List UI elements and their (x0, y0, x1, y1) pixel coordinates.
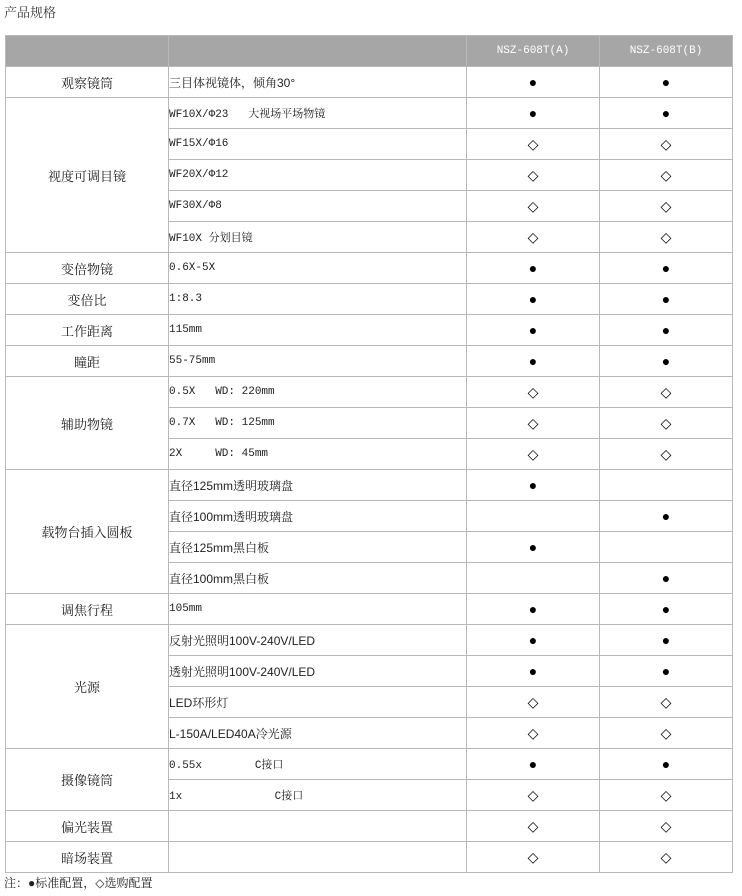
spec-cell: WF30X/Φ8 (169, 191, 467, 222)
spec-table (5, 35, 733, 873)
standard-config-icon: ● (467, 253, 600, 284)
standard-config-icon: ● (467, 284, 600, 315)
optional-config-icon: ◇ (467, 439, 600, 470)
standard-config-icon: ● (467, 656, 600, 687)
spec-cell: 0.7X WD: 125mm (169, 408, 467, 439)
table-row (6, 98, 733, 129)
category-cell: 调焦行程 (6, 594, 169, 625)
standard-config-icon: ● (600, 563, 733, 594)
standard-config-icon: ● (467, 532, 600, 563)
optional-config-icon: ◇ (600, 191, 733, 222)
optional-config-icon: ◇ (467, 129, 600, 160)
optional-config-icon: ◇ (600, 129, 733, 160)
standard-config-icon: ● (600, 346, 733, 377)
standard-config-icon: ● (467, 346, 600, 377)
category-cell: 工作距离 (6, 315, 169, 346)
spec-cell: WF20X/Φ12 (169, 160, 467, 191)
optional-config-icon: ◇ (600, 439, 733, 470)
optional-config-icon: ◇ (600, 222, 733, 253)
table-row (6, 811, 733, 842)
standard-config-icon: ● (467, 470, 600, 501)
table-row (6, 842, 733, 873)
header-model-a: NSZ-608T(A) (467, 36, 600, 67)
table-row (6, 377, 733, 408)
optional-config-icon: ◇ (600, 780, 733, 811)
standard-config-icon: ● (467, 315, 600, 346)
standard-config-icon: ● (600, 656, 733, 687)
category-cell: 辅助物镜 (6, 377, 169, 470)
category-cell: 变倍物镜 (6, 253, 169, 284)
category-cell: 观察镜筒 (6, 67, 169, 98)
standard-config-icon: ● (600, 625, 733, 656)
footer-legend: 注：●标准配置，◇选购配置 (4, 876, 153, 890)
standard-config-icon: ● (467, 625, 600, 656)
empty-config-cell (600, 532, 733, 563)
spec-cell: 1:8.3 (169, 284, 467, 315)
table-header-row (6, 36, 733, 67)
table-row (6, 594, 733, 625)
spec-cell: 105mm (169, 594, 467, 625)
standard-config-icon: ● (467, 749, 600, 780)
optional-config-icon: ◇ (600, 842, 733, 873)
spec-cell: 直径125mm透明玻璃盘 (169, 470, 467, 501)
empty-config-cell (600, 470, 733, 501)
table-row (6, 749, 733, 780)
spec-cell: WF15X/Φ16 (169, 129, 467, 160)
spec-cell: 2X WD: 45mm (169, 439, 467, 470)
optional-config-icon: ◇ (600, 408, 733, 439)
optional-config-icon: ◇ (600, 160, 733, 191)
empty-config-cell (467, 563, 600, 594)
table-row (6, 253, 733, 284)
optional-config-icon: ◇ (600, 377, 733, 408)
category-cell: 光源 (6, 625, 169, 749)
optional-config-icon: ◇ (467, 160, 600, 191)
optional-config-icon: ◇ (467, 718, 600, 749)
spec-cell: 直径100mm黑白板 (169, 563, 467, 594)
standard-config-icon: ● (600, 594, 733, 625)
optional-config-icon: ◇ (467, 780, 600, 811)
table-row (6, 346, 733, 377)
table-row (6, 470, 733, 501)
standard-config-icon: ● (600, 315, 733, 346)
category-cell: 视度可调目镜 (6, 98, 169, 253)
spec-cell: LED环形灯 (169, 687, 467, 718)
header-model-b: NSZ-608T(B) (600, 36, 733, 67)
optional-config-icon: ◇ (467, 222, 600, 253)
standard-config-icon: ● (600, 284, 733, 315)
spec-cell: WF10X/Φ23 大视场平场物镜 (169, 98, 467, 129)
header-category (6, 36, 169, 67)
page-title: 产品规格 (4, 5, 57, 20)
spec-cell: 0.5X WD: 220mm (169, 377, 467, 408)
spec-cell: 0.55x C接口 (169, 749, 467, 780)
spec-cell: 三目体视镜体，倾角30° (169, 67, 467, 98)
spec-cell: 直径125mm黑白板 (169, 532, 467, 563)
spec-cell: 0.6X-5X (169, 253, 467, 284)
optional-config-icon: ◇ (600, 687, 733, 718)
spec-cell: L-150A/LED40A冷光源 (169, 718, 467, 749)
standard-config-icon: ● (600, 67, 733, 98)
spec-cell: 透射光照明100V-240V/LED (169, 656, 467, 687)
category-cell: 暗场装置 (6, 842, 169, 873)
spec-cell: 直径100mm透明玻璃盘 (169, 501, 467, 532)
optional-config-icon: ◇ (467, 191, 600, 222)
standard-config-icon: ● (600, 501, 733, 532)
table-row (6, 284, 733, 315)
standard-config-icon: ● (467, 98, 600, 129)
category-cell: 摄像镜筒 (6, 749, 169, 811)
table-row (6, 625, 733, 656)
optional-config-icon: ◇ (467, 408, 600, 439)
optional-config-icon: ◇ (467, 842, 600, 873)
standard-config-icon: ● (600, 749, 733, 780)
spec-cell: WF10X 分划目镜 (169, 222, 467, 253)
empty-config-cell (467, 501, 600, 532)
optional-config-icon: ◇ (467, 687, 600, 718)
optional-config-icon: ◇ (600, 718, 733, 749)
category-cell: 偏光装置 (6, 811, 169, 842)
table-row (6, 67, 733, 98)
spec-cell (169, 842, 467, 873)
spec-cell: 115mm (169, 315, 467, 346)
spec-cell: 55-75mm (169, 346, 467, 377)
optional-config-icon: ◇ (467, 811, 600, 842)
spec-table-body (6, 67, 733, 873)
optional-config-icon: ◇ (600, 811, 733, 842)
standard-config-icon: ● (467, 594, 600, 625)
standard-config-icon: ● (467, 67, 600, 98)
category-cell: 瞳距 (6, 346, 169, 377)
category-cell: 变倍比 (6, 284, 169, 315)
spec-cell (169, 811, 467, 842)
table-row (6, 315, 733, 346)
header-spec (169, 36, 467, 67)
category-cell: 载物台插入圆板 (6, 470, 169, 594)
standard-config-icon: ● (600, 253, 733, 284)
standard-config-icon: ● (600, 98, 733, 129)
spec-cell: 反射光照明100V-240V/LED (169, 625, 467, 656)
spec-cell: 1x C接口 (169, 780, 467, 811)
optional-config-icon: ◇ (467, 377, 600, 408)
